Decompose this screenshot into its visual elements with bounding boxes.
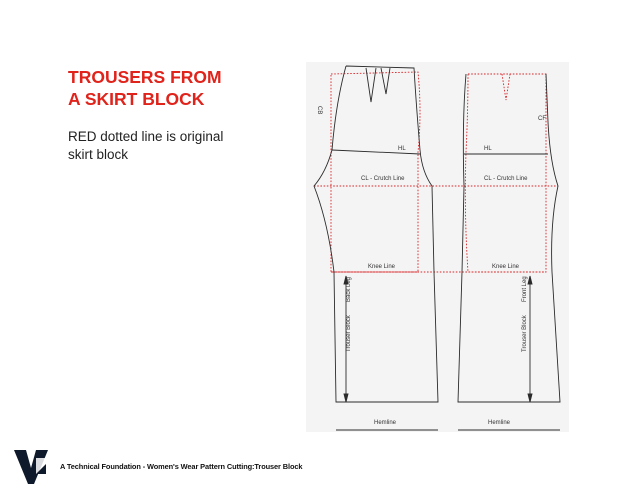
slide-footer: A Technical Foundation - Women's Wear Pattern Cutting:Trouser Block: [60, 462, 303, 471]
front-trouser-block-label: Trouser Block: [522, 315, 528, 352]
slide-title-line-2: A SKIRT BLOCK: [68, 89, 205, 109]
front-hemline-label: Hemline: [488, 420, 511, 426]
slide-subtitle: [68, 128, 288, 164]
back-knee-label: Knee Line: [368, 264, 396, 270]
front-cf-label: CF: [538, 116, 546, 122]
back-trouser-block-label: Trouser Block: [346, 315, 352, 352]
back-hemline-label: Hemline: [374, 420, 397, 426]
front-hip-label: HL: [484, 146, 492, 152]
front-leg-label: Front Leg: [522, 276, 528, 302]
brand-logo-icon: [12, 446, 50, 486]
back-hip-label: HL: [398, 146, 406, 152]
slide-subtitle-line-2: skirt block: [68, 147, 129, 162]
front-crutch-label: CL - Crutch Line: [484, 176, 528, 182]
front-knee-label: Knee Line: [492, 264, 520, 270]
slide-subtitle-line-1: RED dotted line is original: [68, 129, 224, 144]
trouser-pattern-diagram: [306, 62, 569, 432]
back-leg-label: Back Leg: [346, 276, 352, 302]
back-cb-label: CB: [316, 106, 322, 115]
slide-title-line-1: TROUSERS FROM: [68, 67, 222, 87]
back-crutch-label: CL - Crutch Line: [361, 176, 405, 182]
slide-title: [68, 66, 288, 110]
